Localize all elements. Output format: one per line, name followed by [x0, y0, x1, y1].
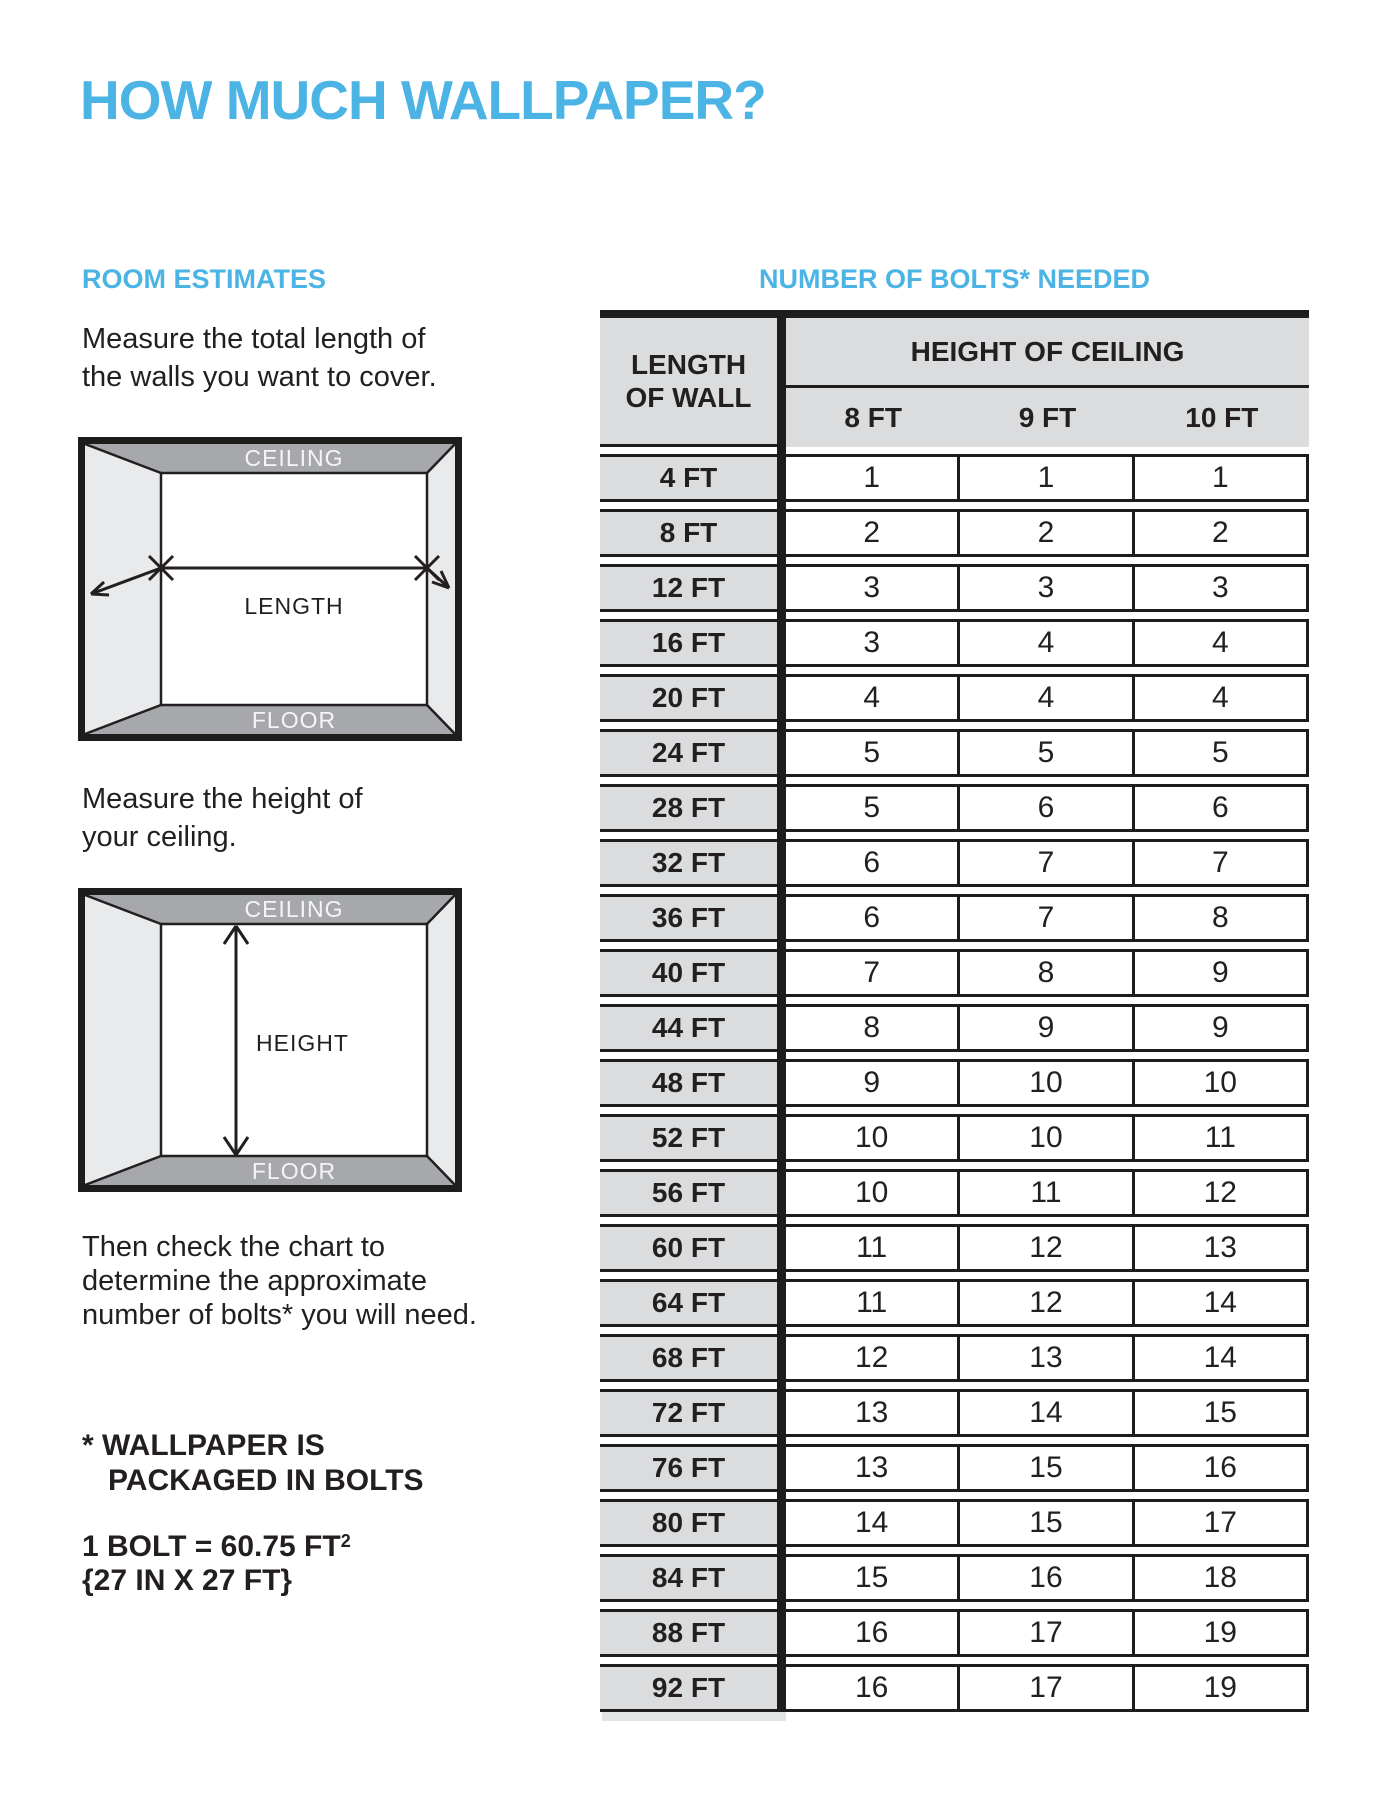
bolt-size-info	[82, 1524, 351, 1598]
table-row	[600, 1499, 1309, 1547]
table-header	[600, 318, 1309, 447]
bolts-value-8ft: 10	[786, 1114, 960, 1162]
bolts-value-9ft: 13	[960, 1334, 1134, 1382]
bolt-equation-exponent: 2	[340, 1531, 351, 1551]
bolts-needed-table	[600, 310, 1309, 1712]
bolts-value-8ft: 11	[786, 1224, 960, 1272]
column-header-10ft: 10 FT	[1185, 401, 1259, 433]
bolts-value-10ft: 14	[1135, 1279, 1309, 1327]
bolts-value-9ft: 9	[960, 1004, 1134, 1052]
bolts-value-10ft: 16	[1135, 1444, 1309, 1492]
bolts-value-8ft: 2	[786, 509, 960, 557]
height-of-ceiling-header	[786, 318, 1309, 447]
footnote-line: * WALLPAPER IS	[82, 1429, 325, 1462]
row-cells	[786, 1609, 1309, 1657]
bolts-value-8ft: 1	[786, 454, 960, 502]
bolts-value-9ft: 6	[960, 784, 1134, 832]
row-cells	[786, 1389, 1309, 1437]
row-label: 12 FT	[600, 564, 777, 612]
bolts-value-8ft: 14	[786, 1499, 960, 1547]
bolts-value-10ft: 4	[1135, 619, 1309, 667]
bolts-value-9ft: 3	[960, 564, 1134, 612]
row-cells	[786, 729, 1309, 777]
row-cells	[786, 1554, 1309, 1602]
row-cells	[786, 1664, 1309, 1712]
bolts-value-10ft: 3	[1135, 564, 1309, 612]
row-label: 76 FT	[600, 1444, 777, 1492]
bolts-value-8ft: 8	[786, 1004, 960, 1052]
row-cells	[786, 1279, 1309, 1327]
bolts-value-9ft: 10	[960, 1059, 1134, 1107]
instruction-line: the walls you want to cover.	[82, 361, 437, 393]
bolts-value-8ft: 10	[786, 1169, 960, 1217]
room-estimates-heading: ROOM ESTIMATES	[82, 264, 327, 294]
row-label: 32 FT	[600, 839, 777, 887]
instruction-measure-length	[82, 320, 437, 396]
row-label: 84 FT	[600, 1554, 777, 1602]
table-row	[600, 729, 1309, 777]
row-cells	[786, 674, 1309, 722]
bolts-value-9ft: 16	[960, 1554, 1134, 1602]
table-row	[600, 1279, 1309, 1327]
bolts-value-9ft: 7	[960, 894, 1134, 942]
floor-label: FLOOR	[251, 707, 337, 733]
bolts-value-9ft: 15	[960, 1444, 1134, 1492]
table-row	[600, 839, 1309, 887]
bolts-value-9ft: 7	[960, 839, 1134, 887]
bolts-value-10ft: 6	[1135, 784, 1309, 832]
bolts-value-10ft: 9	[1135, 949, 1309, 997]
row-label: 28 FT	[600, 784, 777, 832]
row-label: 44 FT	[600, 1004, 777, 1052]
row-cells	[786, 1114, 1309, 1162]
table-row	[600, 1004, 1309, 1052]
bolts-value-8ft: 11	[786, 1279, 960, 1327]
table-row	[600, 619, 1309, 667]
table-row	[600, 1169, 1309, 1217]
row-label: 80 FT	[600, 1499, 777, 1547]
table-row	[600, 454, 1309, 502]
row-label: 88 FT	[600, 1609, 777, 1657]
table-row	[600, 1444, 1309, 1492]
bolts-value-8ft: 5	[786, 729, 960, 777]
bolts-value-9ft: 11	[960, 1169, 1134, 1217]
bolts-value-10ft: 14	[1135, 1334, 1309, 1382]
bolts-value-10ft: 19	[1135, 1609, 1309, 1657]
row-cells	[786, 454, 1309, 502]
bolts-value-10ft: 13	[1135, 1224, 1309, 1272]
row-label: 72 FT	[600, 1389, 777, 1437]
bolts-value-8ft: 15	[786, 1554, 960, 1602]
height-of-ceiling-cell: HEIGHT OF CEILING	[786, 318, 1309, 388]
bolts-value-10ft: 12	[1135, 1169, 1309, 1217]
bolts-value-10ft: 1	[1135, 454, 1309, 502]
table-row	[600, 949, 1309, 997]
row-label: 48 FT	[600, 1059, 777, 1107]
bolts-value-9ft: 12	[960, 1224, 1134, 1272]
bolts-value-9ft: 5	[960, 729, 1134, 777]
table-row	[600, 784, 1309, 832]
left-wall-surface	[85, 895, 161, 1185]
table-row	[600, 1059, 1309, 1107]
length-of-wall-header-cell	[600, 318, 777, 447]
table-column-divider	[777, 310, 786, 1712]
bolts-value-10ft: 11	[1135, 1114, 1309, 1162]
header-line: LENGTH	[630, 349, 747, 380]
bolts-value-10ft: 17	[1135, 1499, 1309, 1547]
bolts-value-10ft: 7	[1135, 839, 1309, 887]
row-cells	[786, 1004, 1309, 1052]
row-cells	[786, 564, 1309, 612]
row-cells	[786, 619, 1309, 667]
bolts-value-10ft: 19	[1135, 1664, 1309, 1712]
table-body	[600, 454, 1309, 1712]
bolts-value-10ft: 9	[1135, 1004, 1309, 1052]
instruction-line: Measure the total length of	[82, 323, 426, 355]
bolts-needed-heading: NUMBER OF BOLTS* NEEDED	[758, 264, 1150, 294]
row-cells	[786, 1499, 1309, 1547]
right-wall-surface	[427, 895, 455, 1185]
row-cells	[786, 784, 1309, 832]
bolts-value-10ft: 10	[1135, 1059, 1309, 1107]
bolts-value-8ft: 7	[786, 949, 960, 997]
table-row	[600, 1334, 1309, 1382]
bolt-equation	[82, 1524, 351, 1564]
row-label: 4 FT	[600, 454, 777, 502]
bolts-value-8ft: 16	[786, 1609, 960, 1657]
bolt-equation-text: 1 BOLT = 60.75 FT	[82, 1530, 341, 1563]
bolts-value-8ft: 5	[786, 784, 960, 832]
wallpaper-bolts-footnote	[82, 1428, 424, 1498]
column-header-9ft: 9 FT	[1018, 401, 1077, 433]
bolts-value-8ft: 6	[786, 839, 960, 887]
row-label: 24 FT	[600, 729, 777, 777]
bolts-value-8ft: 4	[786, 674, 960, 722]
table-row	[600, 1224, 1309, 1272]
bolts-value-8ft: 16	[786, 1664, 960, 1712]
row-cells	[786, 1334, 1309, 1382]
bolts-value-10ft: 2	[1135, 509, 1309, 557]
table-row	[600, 509, 1309, 557]
bolts-value-8ft: 3	[786, 564, 960, 612]
row-cells	[786, 949, 1309, 997]
ceiling-label: CEILING	[244, 445, 344, 471]
length-room-diagram	[78, 437, 462, 741]
row-label: 56 FT	[600, 1169, 777, 1217]
bolts-value-8ft: 3	[786, 619, 960, 667]
bolts-value-9ft: 15	[960, 1499, 1134, 1547]
instruction-line: Then check the chart to	[82, 1231, 386, 1263]
instruction-check-chart	[82, 1230, 477, 1332]
row-cells	[786, 839, 1309, 887]
table-row	[600, 564, 1309, 612]
table-row	[600, 1554, 1309, 1602]
bolts-value-9ft: 4	[960, 674, 1134, 722]
footnote-line: PACKAGED IN BOLTS	[108, 1464, 424, 1497]
bolts-value-9ft: 17	[960, 1609, 1134, 1657]
bolts-value-10ft: 8	[1135, 894, 1309, 942]
row-label: 36 FT	[600, 894, 777, 942]
height-label: HEIGHT	[256, 1030, 349, 1056]
bolts-value-9ft: 8	[960, 949, 1134, 997]
table-row	[600, 674, 1309, 722]
column-header-8ft: 8 FT	[844, 401, 902, 433]
bolts-value-10ft: 5	[1135, 729, 1309, 777]
bolts-value-9ft: 12	[960, 1279, 1134, 1327]
page-title: HOW MUCH WALLPAPER?	[80, 69, 766, 131]
bolts-value-10ft: 4	[1135, 674, 1309, 722]
bolt-dimensions: {27 IN X 27 FT}	[82, 1564, 293, 1597]
bolts-value-10ft: 15	[1135, 1389, 1309, 1437]
table-top-border	[600, 310, 1309, 318]
row-label: 8 FT	[600, 509, 777, 557]
row-cells	[786, 1224, 1309, 1272]
table-row	[600, 1114, 1309, 1162]
row-label: 16 FT	[600, 619, 777, 667]
table-row	[600, 1389, 1309, 1437]
row-label: 52 FT	[600, 1114, 777, 1162]
row-cells	[786, 894, 1309, 942]
bolts-value-9ft: 1	[960, 454, 1134, 502]
floor-label: FLOOR	[251, 1158, 337, 1184]
instruction-line: your ceiling.	[82, 821, 237, 853]
row-label: 60 FT	[600, 1224, 777, 1272]
instruction-line: determine the approximate	[82, 1265, 427, 1297]
bolts-value-8ft: 12	[786, 1334, 960, 1382]
bolts-value-9ft: 10	[960, 1114, 1134, 1162]
bolts-value-9ft: 14	[960, 1389, 1134, 1437]
length-label: LENGTH	[244, 593, 344, 619]
bolts-value-9ft: 17	[960, 1664, 1134, 1712]
bolts-value-8ft: 13	[786, 1389, 960, 1437]
bolts-value-8ft: 13	[786, 1444, 960, 1492]
table-row	[600, 1664, 1309, 1712]
row-label: 64 FT	[600, 1279, 777, 1327]
bolts-value-8ft: 6	[786, 894, 960, 942]
table-row	[600, 894, 1309, 942]
table-row	[600, 1609, 1309, 1657]
ceiling-label: CEILING	[244, 896, 344, 922]
bolts-value-9ft: 2	[960, 509, 1134, 557]
row-label: 20 FT	[600, 674, 777, 722]
instruction-measure-height	[82, 780, 363, 856]
right-wall-surface	[427, 444, 455, 734]
row-label: 40 FT	[600, 949, 777, 997]
ceiling-height-columns	[786, 388, 1309, 447]
bolts-value-8ft: 9	[786, 1059, 960, 1107]
row-cells	[786, 509, 1309, 557]
row-cells	[786, 1169, 1309, 1217]
bolts-value-9ft: 4	[960, 619, 1134, 667]
row-label: 92 FT	[600, 1664, 777, 1712]
row-label: 68 FT	[600, 1334, 777, 1382]
bolts-value-10ft: 18	[1135, 1554, 1309, 1602]
row-cells	[786, 1059, 1309, 1107]
header-line: OF WALL	[625, 382, 752, 413]
row-cells	[786, 1444, 1309, 1492]
instruction-line: number of bolts* you will need.	[82, 1299, 477, 1331]
instruction-line: Measure the height of	[82, 783, 363, 815]
back-wall	[161, 473, 427, 705]
height-room-diagram	[78, 888, 462, 1192]
table-shadow	[602, 1712, 786, 1721]
